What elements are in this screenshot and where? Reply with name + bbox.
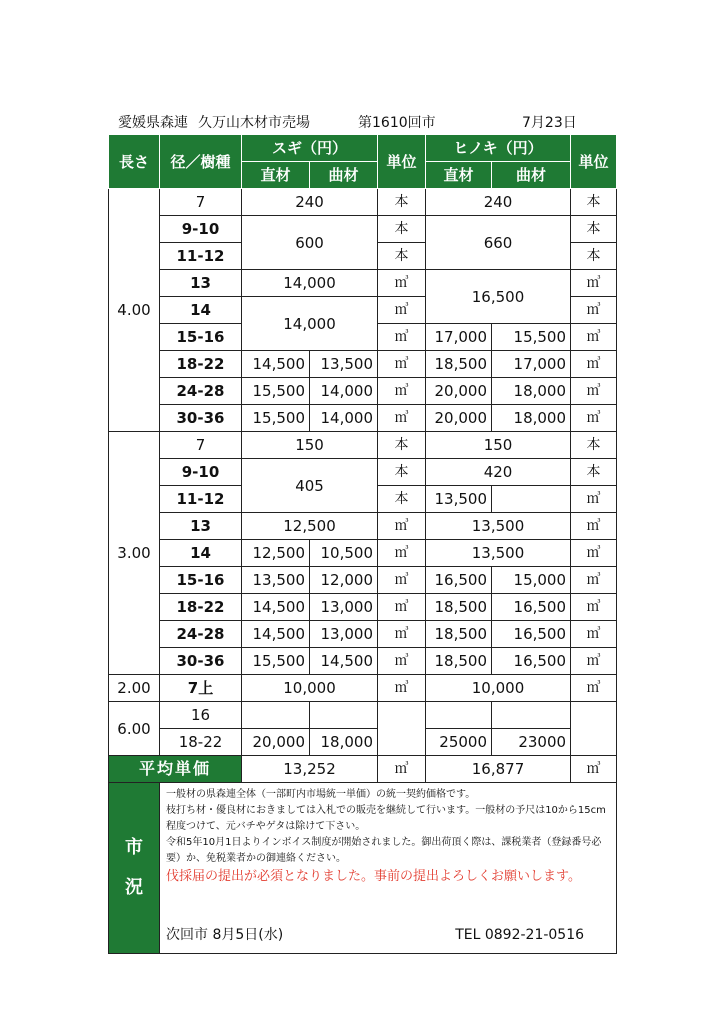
page-header	[118, 112, 598, 134]
sugi-price: 12,500	[242, 513, 378, 540]
header-hinoki-curved: 曲材	[492, 162, 571, 189]
unit-cell: 本	[571, 189, 617, 216]
header-unit: 単位	[571, 135, 617, 189]
hinoki-straight-price: 13,500	[426, 486, 492, 513]
hinoki-curved-price: 15,000	[492, 567, 571, 594]
unit-cell: ㎥	[378, 405, 426, 432]
hinoki-curved-price: 18,000	[492, 378, 571, 405]
sugi-price: 14,000	[242, 297, 378, 351]
unit-cell: ㎥	[378, 351, 426, 378]
table-row	[109, 648, 617, 675]
size-cell: 15-16	[160, 324, 242, 351]
hinoki-straight-price: 17,000	[426, 324, 492, 351]
unit-cell: ㎥	[571, 297, 617, 324]
hinoki-curved-price: 17,000	[492, 351, 571, 378]
unit-cell: 本	[378, 486, 426, 513]
unit-cell: ㎥	[571, 324, 617, 351]
size-cell: 24-28	[160, 621, 242, 648]
unit-cell: ㎥	[378, 756, 426, 783]
size-cell: 14	[160, 297, 242, 324]
size-cell: 18-22	[160, 351, 242, 378]
unit-cell: ㎥	[571, 675, 617, 702]
unit-cell: ㎥	[571, 351, 617, 378]
unit-cell: ㎥	[378, 270, 426, 297]
sugi-curved-price: 14,000	[310, 405, 378, 432]
size-cell: 11-12	[160, 486, 242, 513]
session-number: 第1610回市	[358, 115, 436, 131]
hinoki-curved-price: 16,500	[492, 621, 571, 648]
size-cell: 16	[160, 702, 242, 729]
unit-cell	[571, 702, 617, 756]
length-cell: 2.00	[109, 675, 160, 702]
sugi-straight-price: 13,500	[242, 567, 310, 594]
sugi-price: 14,000	[242, 270, 378, 297]
size-cell: 14	[160, 540, 242, 567]
hinoki-price: 660	[426, 216, 571, 270]
sugi-straight-price: 14,500	[242, 621, 310, 648]
hinoki-straight-price: 18,500	[426, 351, 492, 378]
table-row	[109, 729, 617, 756]
note-line: 枝打ち材・優良材におきましては入札での販売を継続して行います。一般材の予尺は10から15cm程度つけて、元バチやゲタは除けて下さい。	[166, 805, 606, 832]
sugi-curved-price: 18,000	[310, 729, 378, 756]
hinoki-straight-price: 20,000	[426, 405, 492, 432]
sugi-straight-price: 15,500	[242, 405, 310, 432]
unit-cell	[378, 702, 426, 756]
contact-phone: TEL 0892-21-0516	[455, 927, 585, 943]
unit-cell: ㎥	[571, 486, 617, 513]
hinoki-straight-price: 25000	[426, 729, 492, 756]
average-label: 平均単価	[109, 756, 242, 783]
size-cell: 9-10	[160, 216, 242, 243]
unit-cell: ㎥	[571, 513, 617, 540]
market-report-label-text: 市況	[125, 837, 143, 898]
unit-cell: ㎥	[378, 297, 426, 324]
size-cell: 9-10	[160, 459, 242, 486]
sugi-price: 600	[242, 216, 378, 270]
table-row	[109, 675, 617, 702]
note-line: 一般材の県森連全体（一部町内市場統一単価）の統一契約価格です。	[166, 789, 476, 800]
header-sugi-straight: 直材	[242, 162, 310, 189]
length-cell: 3.00	[109, 432, 160, 675]
size-cell: 13	[160, 270, 242, 297]
header-unit: 単位	[378, 135, 426, 189]
market-report-label	[109, 783, 160, 954]
sugi-curved-price: 10,500	[310, 540, 378, 567]
unit-cell: ㎥	[378, 324, 426, 351]
table-row	[109, 513, 617, 540]
hinoki-price: 10,000	[426, 675, 571, 702]
sugi-straight-price: 15,500	[242, 378, 310, 405]
hinoki-straight-price: 18,500	[426, 621, 492, 648]
header-sugi-curved: 曲材	[310, 162, 378, 189]
hinoki-price: 150	[426, 432, 571, 459]
table-row	[109, 540, 617, 567]
sugi-straight-price: 15,500	[242, 648, 310, 675]
unit-cell: ㎥	[571, 270, 617, 297]
size-cell: 30-36	[160, 405, 242, 432]
table-row	[109, 378, 617, 405]
hinoki-straight-price: 18,500	[426, 594, 492, 621]
note-line: 令和5年10月1日よりインボイス制度が開始されました。御出荷頂く際は、課税業者（登録番号必要）か、免税業者かの御連絡ください。	[166, 837, 602, 864]
average-hinoki: 16,877	[426, 756, 571, 783]
unit-cell: ㎥	[378, 513, 426, 540]
unit-cell: 本	[571, 432, 617, 459]
unit-cell: 本	[378, 243, 426, 270]
table-row	[109, 621, 617, 648]
notice-text: 伐採届の提出が必須となりました。事前の提出よろしくお願いします。	[166, 869, 581, 884]
hinoki-curved-price: 15,500	[492, 324, 571, 351]
hinoki-price: 16,500	[426, 270, 571, 324]
size-cell: 7	[160, 189, 242, 216]
hinoki-straight-price	[426, 702, 492, 729]
unit-cell: ㎥	[378, 675, 426, 702]
market-report-notes	[160, 783, 617, 954]
unit-cell: ㎥	[378, 567, 426, 594]
market-date: 7月23日	[522, 115, 577, 131]
market-report-row	[109, 783, 617, 954]
hinoki-price: 240	[426, 189, 571, 216]
table-row	[109, 594, 617, 621]
size-cell: 7	[160, 432, 242, 459]
sugi-curved-price: 12,000	[310, 567, 378, 594]
hinoki-curved-price: 18,000	[492, 405, 571, 432]
unit-cell: 本	[378, 432, 426, 459]
sugi-curved-price: 14,000	[310, 378, 378, 405]
unit-cell: ㎥	[378, 540, 426, 567]
table-row	[109, 459, 617, 486]
hinoki-price: 13,500	[426, 540, 571, 567]
hinoki-curved-price: 16,500	[492, 648, 571, 675]
hinoki-curved-price: 16,500	[492, 594, 571, 621]
size-cell: 13	[160, 513, 242, 540]
hinoki-curved-price: 23000	[492, 729, 571, 756]
hinoki-price: 420	[426, 459, 571, 486]
unit-cell: ㎥	[571, 378, 617, 405]
sugi-price: 405	[242, 459, 378, 513]
market-name: 久万山木材市売場	[198, 115, 310, 131]
header-sugi: スギ（円）	[242, 135, 378, 162]
unit-cell: 本	[378, 459, 426, 486]
unit-cell: 本	[378, 189, 426, 216]
sugi-curved-price	[310, 702, 378, 729]
unit-cell: ㎥	[571, 648, 617, 675]
header-diameter: 径／樹種	[160, 135, 242, 189]
average-sugi: 13,252	[242, 756, 378, 783]
table-row	[109, 432, 617, 459]
table-row	[109, 270, 617, 297]
sugi-straight-price: 12,500	[242, 540, 310, 567]
sugi-straight-price: 14,500	[242, 351, 310, 378]
sugi-price: 240	[242, 189, 378, 216]
unit-cell: ㎥	[571, 756, 617, 783]
unit-cell: ㎥	[571, 594, 617, 621]
length-cell: 4.00	[109, 189, 160, 432]
size-cell: 11-12	[160, 243, 242, 270]
sugi-straight-price: 20,000	[242, 729, 310, 756]
sugi-curved-price: 13,000	[310, 594, 378, 621]
unit-cell: ㎥	[378, 594, 426, 621]
hinoki-straight-price: 16,500	[426, 567, 492, 594]
table-row	[109, 216, 617, 243]
hinoki-straight-price: 20,000	[426, 378, 492, 405]
next-market: 次回市 8月5日(水)	[166, 927, 284, 943]
unit-cell: ㎥	[571, 567, 617, 594]
sugi-price: 150	[242, 432, 378, 459]
org-name: 愛媛県森連	[118, 115, 188, 131]
length-cell: 6.00	[109, 702, 160, 756]
table-row	[109, 702, 617, 729]
size-cell: 18-22	[160, 729, 242, 756]
table-row	[109, 351, 617, 378]
header-hinoki: ヒノキ（円）	[426, 135, 571, 162]
header-hinoki-straight: 直材	[426, 162, 492, 189]
sugi-straight-price	[242, 702, 310, 729]
unit-cell: 本	[571, 459, 617, 486]
header-length: 長さ	[109, 135, 160, 189]
unit-cell: ㎥	[378, 648, 426, 675]
average-row	[109, 756, 617, 783]
size-cell: 7上	[160, 675, 242, 702]
unit-cell: ㎥	[378, 378, 426, 405]
size-cell: 24-28	[160, 378, 242, 405]
unit-cell: 本	[571, 216, 617, 243]
table-row	[109, 405, 617, 432]
sugi-straight-price: 14,500	[242, 594, 310, 621]
hinoki-straight-price: 18,500	[426, 648, 492, 675]
market-report-footer	[166, 927, 608, 947]
sugi-curved-price: 13,000	[310, 621, 378, 648]
hinoki-price: 13,500	[426, 513, 571, 540]
size-cell: 15-16	[160, 567, 242, 594]
unit-cell: ㎥	[378, 621, 426, 648]
table-row	[109, 189, 617, 216]
unit-cell: ㎥	[571, 540, 617, 567]
size-cell: 30-36	[160, 648, 242, 675]
unit-cell: ㎥	[571, 621, 617, 648]
unit-cell: 本	[378, 216, 426, 243]
table-row	[109, 567, 617, 594]
price-table	[108, 134, 617, 954]
unit-cell: 本	[571, 243, 617, 270]
hinoki-curved-price	[492, 702, 571, 729]
sugi-curved-price: 13,500	[310, 351, 378, 378]
hinoki-curved-price	[492, 486, 571, 513]
sugi-price: 10,000	[242, 675, 378, 702]
size-cell: 18-22	[160, 594, 242, 621]
unit-cell: ㎥	[571, 405, 617, 432]
sugi-curved-price: 14,500	[310, 648, 378, 675]
